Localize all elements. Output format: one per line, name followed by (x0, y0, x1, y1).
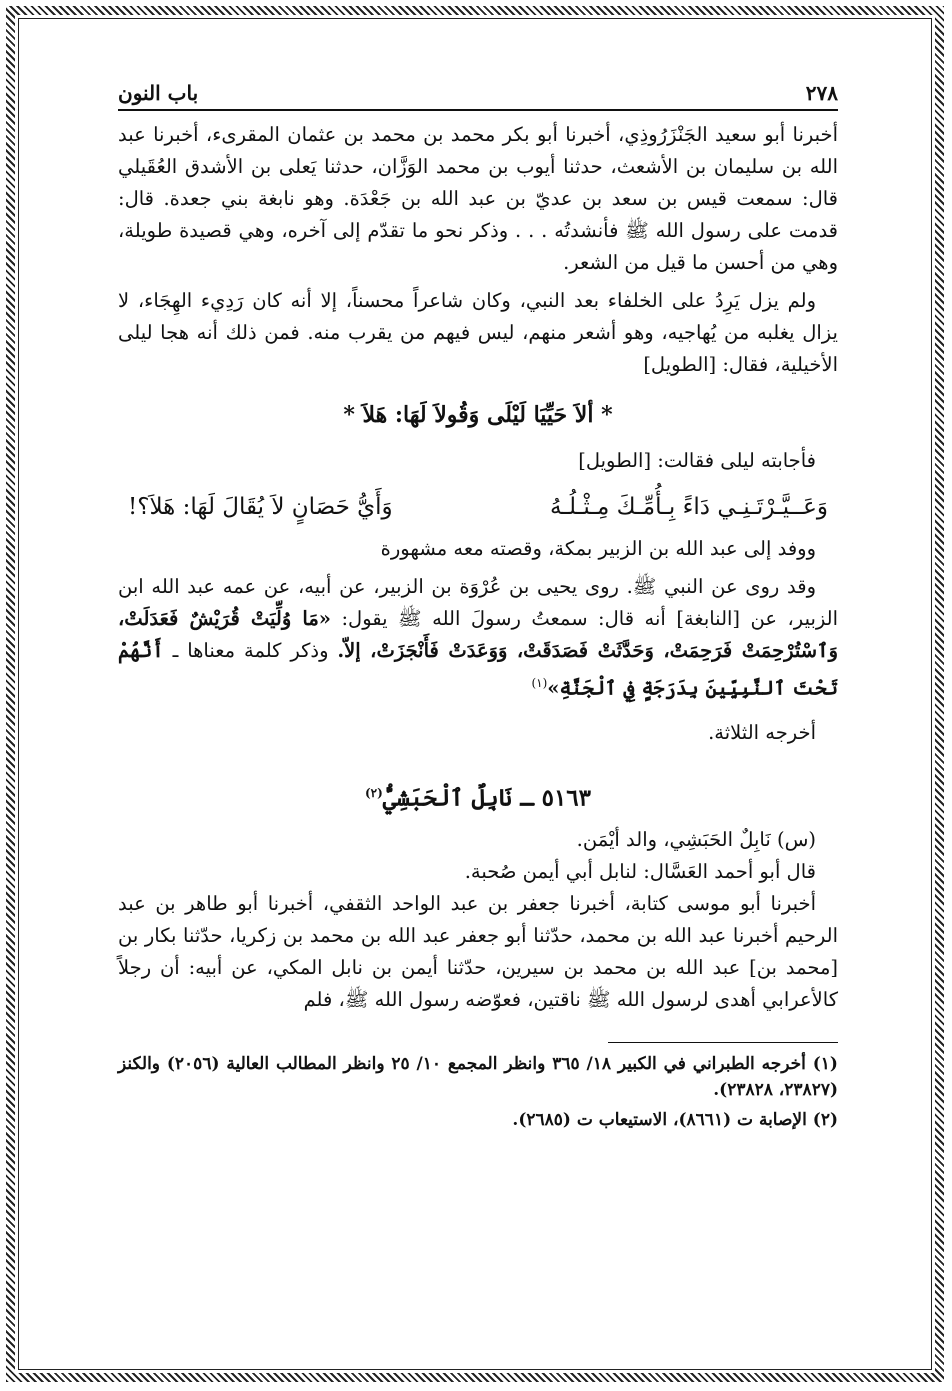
footnote-ref: (١) (531, 676, 548, 690)
chapter-title: باب النون (118, 81, 199, 105)
paragraph: قال أبو أحمد العَسَّال: لنابل أبي أيمن صُحبة. (464, 860, 816, 884)
page-number: ٢٧٨ (805, 81, 838, 105)
footnote-divider (608, 1042, 838, 1043)
paragraph: (س) نَابِلٌ الحَبَشِي، والد أيْمَن. (576, 828, 816, 852)
hadith-note: وذكر كلمة معناها ـ (163, 639, 338, 662)
paragraph: أخرجه الثلاثة. (708, 720, 816, 744)
paragraph: ولم يزل يَرِدُ على الخلفاء بعد النبي، وكان شاعراً محسناً، إلا أنه كان رَدِيء الهِجَاء، لا يزال يغلبه من يُهاجيه، وهو أشعر منهم، ليس فيهم من يقرب منه. فمن ذلك أنه هجا ليلى الأخيلية، فقال: [الطويل] (118, 289, 838, 376)
hadith-text: «مَا وُلِّيَتْ قُرَيْشٌ فَعَدَلَتْ، وَٱسْتُرْحِمَتْ فَرَحِمَتْ، وَحَدَّثَتْ فَصَدَقَتْ، وَوَعَدَتْ فَأَنْجَزَتْ، إلاّ. (118, 607, 838, 662)
entry-title (118, 777, 838, 815)
page-header (118, 80, 838, 111)
hadith-isnad: وقد روى عن النبي ﷺ. روى يحيى بن عُرْوَة بن الزبير، عن أبيه، عن عمه عبد الله ابن الزبير، عن [النابغة] أنه قال: سمعتُ رسولَ الله ﷺ يقول: (118, 575, 838, 630)
poetry-couplet (118, 491, 838, 523)
paragraph: أخبرنا أبو موسى كتابة، أخبرنا جعفر بن عبد الواحد الثقفي، أخبرنا أبو طاهر بن عبد الرحيم أخبرنا عبد الله بن محمد، حدّثنا أبو جعفر عبد الله بن محمد بن زكريا، حدّثنا بكار بن [محمد بن] عبد الله بن محمد بن سيرين، حدّثنا أيمن بن نابل المكي، عن أبيه: أن رجلاً كالأعرابي أهدى لرسول الله ﷺ ناقتين، فعوّضه رسول الله ﷺ، فلم (118, 892, 838, 1012)
hadith-text-end: أَنَّهُمْ تَحْتَ ٱلنَّبِيِّينَ بِدَرَجَةٍ فِي ٱلْجَنَّةِ» (118, 639, 838, 700)
footnote-2: (٢) الإصابة ت (٨٦٦١)، الاستيعاب ت (٢٦٨٥). (512, 1110, 838, 1131)
footnote-1: (١) أخرجه الطبراني في الكبير ١٨/ ٣٦٥ وانظر المجمع ١٠/ ٢٥ وانظر المطالب العالية (٢٠٥٦) والكنز (٢٣٨٢٧، ٢٣٨٢٨). (118, 1054, 838, 1101)
book-page (118, 80, 838, 1137)
verse-second-half: وَأَيُّ حَصَانٍ لاَ يُقَالَ لَهَا: هَلاَ؟! (128, 494, 393, 520)
paragraph: فأجابته ليلى فقالت: [الطويل] (578, 449, 816, 472)
paragraph: ووفد إلى عبد الله بن الزبير بمكة، وقصته معه مشهورة (380, 537, 816, 560)
entry-title-text: ٥١٦٣ ـ نَابِلٌ ٱلْحَبَشِيُّ (382, 784, 592, 812)
paragraph: أخبرنا أبو سعيد الجَنْزَرُوذِي، أخبرنا أبو بكر محمد بن محمد بن عثمان المقرىء، أخبرنا عبد الله بن سليمان بن الأشعث، حدثنا أيوب بن محمد الوَزَّان، حدثنا يَعلى بن الأشدق العُقَيلي قال: سمعت قيس بن سعد بن عديّ بن عبد الله بن جَعْدَة. وهو نابغة بني جعدة. قال: قدمت على رسول الله ﷺ فأنشدتُه . . . وذكر نحو ما تقدّم إلى آخره، وهي قصيدة طويلة، وهي من أحسن ما قيل من الشعر. (118, 123, 838, 274)
footnotes (118, 1051, 838, 1133)
hadith-paragraph (118, 571, 838, 705)
footnote-ref: (٢) (364, 785, 383, 800)
poetry-verse: * ألاَ حَيِّيَا لَيْلَى وَقُولاَ لَهَا: هَلاَ * (343, 402, 613, 428)
verse-first-half: وَعَــيَّـرْتَـنِـي دَاءً بِـأُمِّـكَ مِـثْـلُـهُ (549, 494, 828, 520)
